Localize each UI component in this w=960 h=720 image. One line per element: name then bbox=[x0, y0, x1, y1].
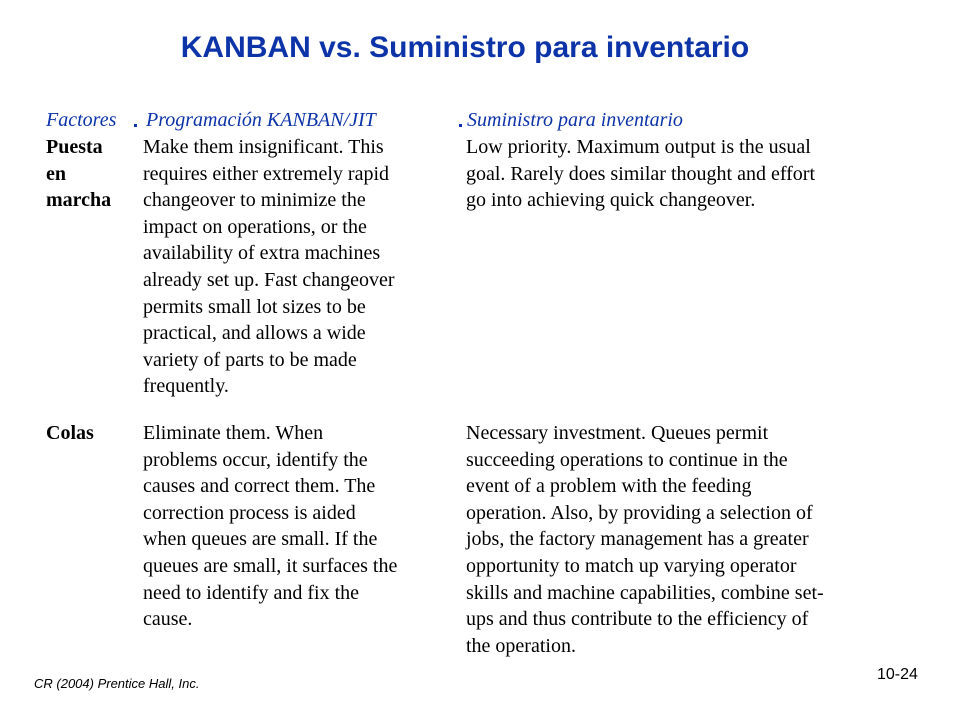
text-line: Eliminate them. When bbox=[143, 422, 324, 444]
table-row-queues bbox=[46, 420, 926, 660]
kanban-cell bbox=[143, 420, 461, 633]
factor-line: marcha bbox=[46, 189, 112, 212]
text-line: ups and thus contribute to the efficiency of bbox=[466, 608, 809, 631]
text-line: impact on operations, or the bbox=[143, 215, 367, 238]
inventory-cell bbox=[466, 134, 906, 214]
text-line: jobs, the factory management has a greater bbox=[466, 528, 809, 551]
factor-line: Puesta bbox=[46, 136, 103, 158]
factor-cell bbox=[46, 134, 136, 214]
factor-cell bbox=[46, 420, 136, 447]
text-line: queues are small, it surfaces the bbox=[143, 554, 398, 577]
text-line: availability of extra machines bbox=[143, 242, 381, 265]
factor-line: Colas bbox=[46, 422, 94, 444]
text-line: cause. bbox=[143, 608, 193, 631]
text-line: changeover to minimize the bbox=[143, 189, 366, 212]
text-line: opportunity to match up varying operator bbox=[466, 554, 797, 577]
text-line: when queues are small. If the bbox=[143, 528, 378, 551]
text-line: the operation. bbox=[466, 634, 576, 657]
slide-title: KANBAN vs. Suministro para inventario bbox=[180, 31, 750, 64]
text-line: operation. Also, by providing a selection of bbox=[466, 501, 813, 524]
text-line: need to identify and fix the bbox=[143, 581, 360, 604]
header-factors: Factores bbox=[46, 109, 117, 131]
comparison-table bbox=[46, 106, 926, 660]
text-line: goal. Rarely does similar thought and effort bbox=[466, 162, 815, 185]
text-line: already set up. Fast changeover bbox=[143, 268, 395, 291]
text-line: Low priority. Maximum output is the usual bbox=[466, 136, 811, 158]
text-line: Make them insignificant. This bbox=[143, 136, 384, 158]
text-line: problems occur, identify the bbox=[143, 448, 368, 471]
factor-line: en bbox=[46, 162, 66, 185]
separator-dot bbox=[134, 124, 137, 127]
inventory-cell bbox=[466, 420, 906, 659]
text-line: succeeding operations to continue in the bbox=[466, 448, 788, 471]
text-line: frequently. bbox=[143, 375, 229, 398]
header-kanban: Programación KANBAN/JIT bbox=[146, 109, 376, 131]
header-inventory: Suministro para inventario bbox=[467, 109, 683, 131]
text-line: correction process is aided bbox=[143, 501, 356, 524]
text-line: variety of parts to be made bbox=[143, 348, 357, 371]
text-line: go into achieving quick changeover. bbox=[466, 189, 756, 212]
separator-dot bbox=[459, 124, 462, 127]
table-row-setup bbox=[46, 134, 926, 420]
text-line: event of a problem with the feeding bbox=[466, 475, 752, 498]
copyright-note: CR (2004) Prentice Hall, Inc. bbox=[34, 676, 200, 691]
text-line: causes and correct them. The bbox=[143, 475, 376, 498]
text-line: requires either extremely rapid bbox=[143, 162, 389, 185]
text-line: skills and machine capabilities, combine set- bbox=[466, 581, 824, 604]
text-line: permits small lot sizes to be bbox=[143, 295, 366, 318]
text-line: practical, and allows a wide bbox=[143, 322, 366, 345]
text-line: Necessary investment. Queues permit bbox=[466, 422, 769, 444]
slide-number: 10-24 bbox=[877, 666, 918, 683]
kanban-cell bbox=[143, 134, 461, 400]
table-header bbox=[46, 106, 926, 134]
